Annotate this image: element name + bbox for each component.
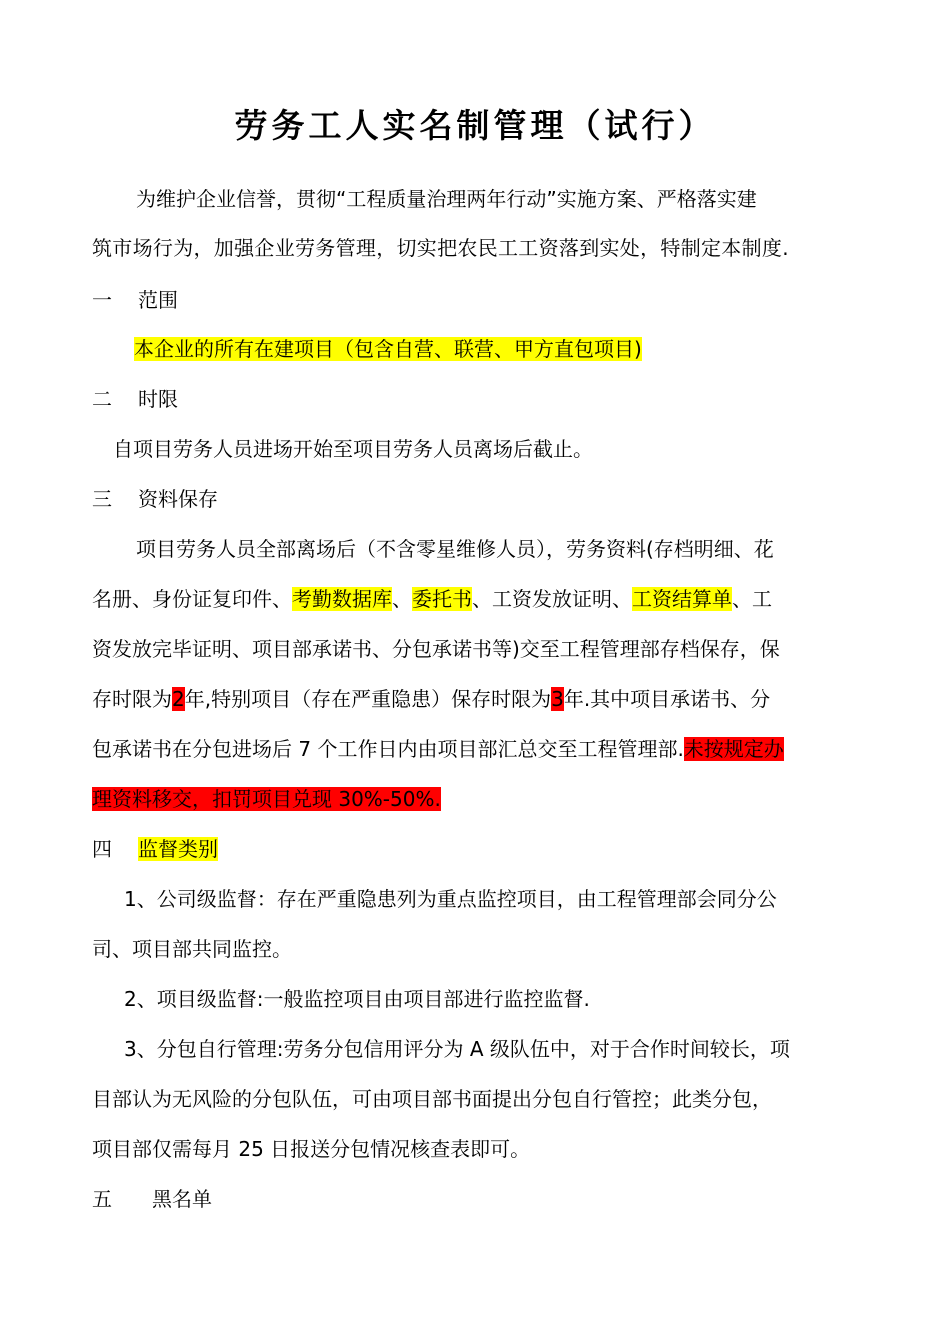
section-4-title: 监督类别 bbox=[138, 837, 218, 861]
section-3-line-2: 名册、身份证复印件、考勤数据库、委托书、工资发放证明、工资结算单、工 bbox=[92, 587, 772, 611]
section-3-title: 资料保存 bbox=[138, 487, 218, 511]
section-5-heading bbox=[92, 1184, 212, 1214]
section-4-item-1-line-1: 1、公司级监督：存在严重隐患列为重点监控项目，由工程管理部会同分公 bbox=[124, 887, 777, 911]
section-1-body bbox=[134, 334, 642, 364]
highlight-wage-settlement: 工资结算单 bbox=[632, 587, 732, 611]
highlight-penalty-start: 未按规定办 bbox=[683, 737, 784, 761]
section-5-number: 五 bbox=[92, 1187, 112, 1211]
document-title: 劳务工人实名制管理（试行） bbox=[234, 106, 716, 145]
highlight-power-of-attorney: 委托书 bbox=[412, 587, 472, 611]
highlight-retention-3: 3 bbox=[551, 687, 564, 711]
section-2-number: 二 bbox=[92, 387, 112, 411]
section-3-line-3: 资发放完毕证明、项目部承诺书、分包承诺书等)交至工程管理部存档保存，保 bbox=[92, 637, 780, 661]
section-2-heading bbox=[92, 384, 178, 414]
section-3-line-1: 项目劳务人员全部离场后（不含零星维修人员），劳务资料(存档明细、花 bbox=[136, 537, 774, 561]
section-4-item-3-line-3: 项目部仅需每月 25 日报送分包情况核查表即可。 bbox=[92, 1137, 531, 1161]
highlight-attendance-db: 考勤数据库 bbox=[292, 587, 392, 611]
section-1-highlight: 本企业的所有在建项目（包含自营、联营、甲方直包项目) bbox=[134, 337, 642, 361]
section-4-item-1-line-2: 司、项目部共同监控。 bbox=[92, 937, 292, 961]
intro-line-2: 筑市场行为，加强企业劳务管理，切实把农民工工资落到实处，特制定本制度. bbox=[92, 236, 789, 260]
section-5-title: 黑名单 bbox=[152, 1187, 212, 1211]
section-4-item-3-line-1: 3、分包自行管理:劳务分包信用评分为 A 级队伍中，对于合作时间较长，项 bbox=[124, 1037, 790, 1061]
section-1-number: 一 bbox=[92, 288, 112, 312]
section-4-item-3-line-2: 目部认为无风险的分包队伍，可由项目部书面提出分包自行管控；此类分包， bbox=[92, 1087, 772, 1111]
section-2-title: 时限 bbox=[138, 387, 178, 411]
section-4-number: 四 bbox=[92, 837, 112, 861]
section-3-line-4: 存时限为2年,特别项目（存在严重隐患）保存时限为3年.其中项目承诺书、分 bbox=[92, 687, 771, 711]
section-3-number: 三 bbox=[92, 487, 112, 511]
section-3-heading bbox=[92, 484, 218, 514]
section-2-body: 自项目劳务人员进场开始至项目劳务人员离场后截止。 bbox=[113, 437, 593, 461]
section-4-heading bbox=[92, 834, 218, 864]
section-3-line-5: 包承诺书在分包进场后 7 个工作日内由项目部汇总交至工程管理部.未按规定办 bbox=[92, 737, 784, 761]
highlight-retention-2: 2 bbox=[172, 687, 185, 711]
highlight-penalty-end: 理资料移交，扣罚项目兑现 30%-50%. bbox=[92, 787, 441, 811]
section-4-item-2: 2、项目级监督:一般监控项目由项目部进行监控监督. bbox=[124, 987, 590, 1011]
section-1-heading bbox=[92, 285, 178, 315]
intro-line-1: 为维护企业信誉，贯彻“工程质量治理两年行动”实施方案、严格落实建 bbox=[136, 187, 757, 211]
section-1-title: 范围 bbox=[138, 288, 178, 312]
section-3-line-6 bbox=[92, 784, 441, 814]
